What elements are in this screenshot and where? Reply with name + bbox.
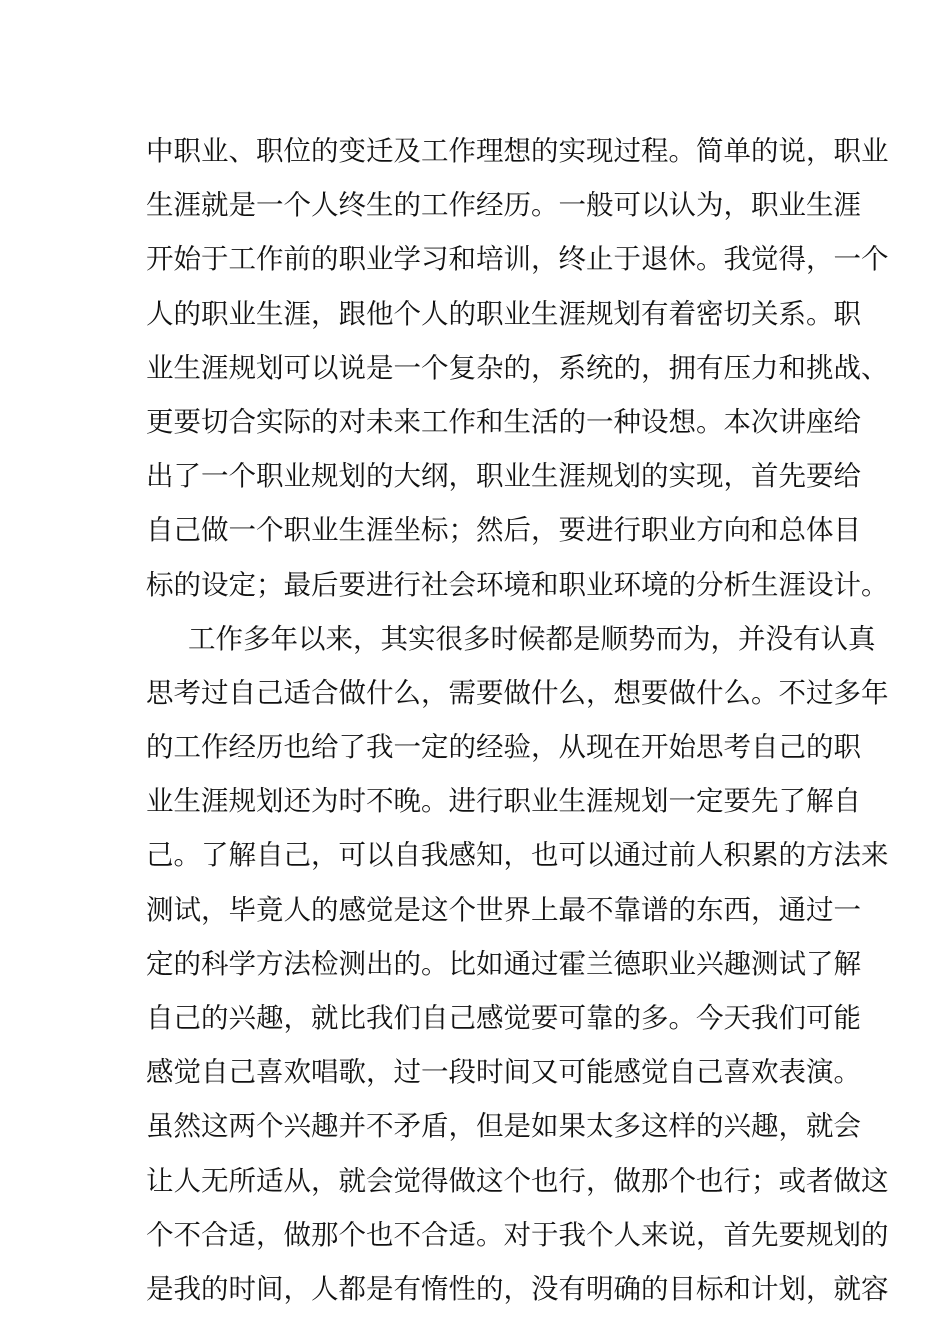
text-line: 开始于工作前的职业学习和培训，终止于退休。我觉得，一个 [146,243,889,276]
text-line: 业生涯规划还为时不晚。进行职业生涯规划一定要先了解自 [146,785,861,818]
text-line: 的工作经历也给了我一定的经验，从现在开始思考自己的职 [146,731,861,764]
text-line: 让人无所适从，就会觉得做这个也行，做那个也行；或者做这 [146,1164,889,1197]
text-line: 中职业、职位的变迁及工作理想的实现过程。简单的说，职业 [146,135,889,167]
text-line: 自己做一个职业生涯坐标；然后，要进行职业方向和总体目 [146,514,861,547]
text-line: 思考过自己适合做什么，需要做什么，想要做什么。不过多年 [146,676,889,709]
paragraph-2 [146,612,889,1316]
text-line: 测试，毕竟人的感觉是这个世界上最不靠谱的东西，通过一 [146,893,861,926]
text-line: 己。了解自己，可以自我感知，也可以通过前人积累的方法来 [146,839,889,872]
text-line: 定的科学方法检测出的。比如通过霍兰德职业兴趣测试了解 [146,947,861,980]
text-line: 是我的时间，人都是有惰性的，没有明确的目标和计划，就容 [146,1272,889,1305]
text-line: 生涯就是一个人终生的工作经历。一般可以认为，职业生涯 [146,189,861,222]
body-text [146,124,889,1316]
text-line: 感觉自己喜欢唱歌，过一段时间又可能感觉自己喜欢表演。 [146,1056,861,1089]
text-line: 虽然这两个兴趣并不矛盾，但是如果太多这样的兴趣，就会 [146,1110,861,1143]
text-line: 人的职业生涯，跟他个人的职业生涯规划有着密切关系。职 [146,297,861,330]
text-line: 出了一个职业规划的大纲，职业生涯规划的实现，首先要给 [146,460,861,493]
text-line: 自己的兴趣，就比我们自己感觉要可靠的多。今天我们可能 [146,1002,861,1034]
text-line: 个不合适，做那个也不合适。对于我个人来说，首先要规划的 [146,1218,889,1251]
text-line: 更要切合实际的对未来工作和生活的一种设想。本次讲座给 [146,405,861,438]
text-line: 业生涯规划可以说是一个复杂的，系统的，拥有压力和挑战、 [146,351,889,384]
text-line: 标的设定；最后要进行社会环境和职业环境的分析生涯设计。 [146,568,889,601]
text-line: 工作多年以来，其实很多时候都是顺势而为，并没有认真 [188,622,876,655]
paragraph-1 [146,124,889,612]
